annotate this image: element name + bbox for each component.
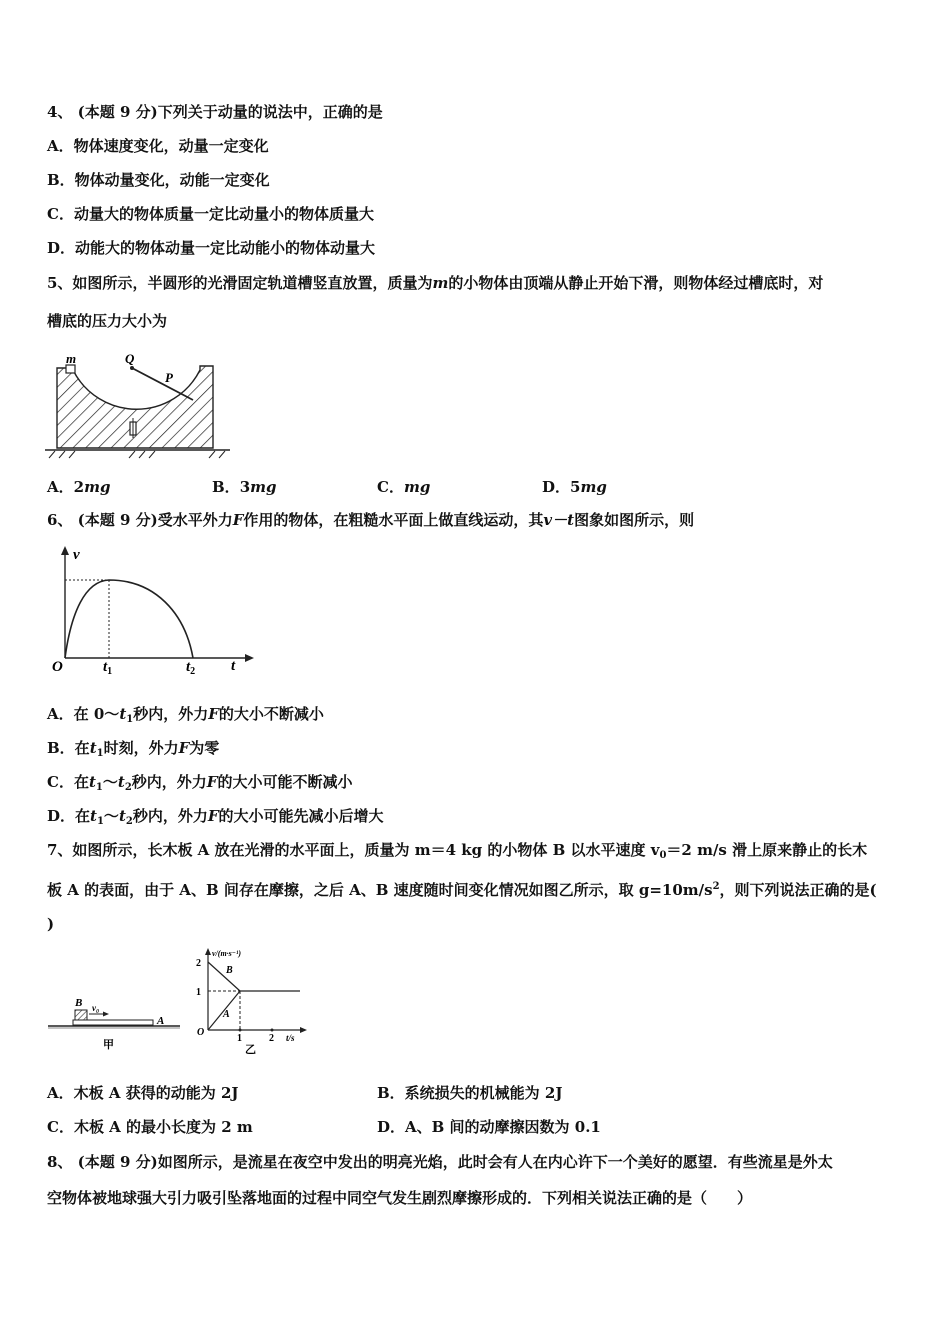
q7-stem-line1: 7、如图所示，长木板 A 放在光滑的水平面上，质量为 m＝4 kg 的小物体 B 以水平速度 $v_0=2$ m/s 滑上原来静止的长木 — [47, 841, 868, 861]
q8-stem-line1: 8、 (本题 9 分)如图所示，是流星在夜空中发出的明亮光焰，此时会有人在内心许下一个美好的愿望．有些流星是外太 — [47, 1153, 833, 1171]
yi-caption: 乙 — [245, 1044, 256, 1055]
vt-label-t2: $t_2$ — [186, 659, 196, 675]
q7-option-a: A．木板 A 获得的动能为 2J — [47, 1084, 239, 1102]
yi-label-a: A — [223, 1009, 230, 1020]
yi-label-b: B — [226, 965, 233, 976]
yi-label-origin: O — [197, 1027, 205, 1038]
yi-xlabel: t/s — [286, 1033, 295, 1043]
board-figure-jia — [45, 990, 185, 1052]
q7-stem-line2: 板 A 的表面，由于 A、B 间存在摩擦，之后 A、B 速度随时间变化情况如图乙所示，取 $g=10m/s^2$，则下列说法正确的是( — [47, 881, 877, 899]
vt-label-origin: O — [52, 659, 63, 675]
jia-caption: 甲 — [103, 1039, 114, 1051]
q6-option-d: D．在$t_1\sim t_2$秒内，外力F的大小可能先减小后增大 — [47, 807, 384, 827]
q6-option-c: C．在$t_1\sim t_2$秒内，外力F的大小可能不断减小 — [47, 773, 353, 793]
jia-label-a: A — [157, 1015, 165, 1027]
q5-option-b: B．3mg — [212, 478, 277, 496]
half-pipe-figure — [45, 348, 235, 463]
q5-stem-line1: 5、如图所示，半圆形的光滑固定轨道槽竖直放置，质量为m的小物体由顶端从静止开始下滑，则物体经过槽底时，对 — [47, 274, 824, 292]
vt-graph-yi — [190, 945, 315, 1055]
q4-option-b: B．物体动量变化，动能一定变化 — [47, 171, 270, 189]
yi-ylabel: v/(m·s⁻¹) — [212, 949, 242, 958]
q4-option-c: C．动量大的物体质量一定比动量小的物体质量大 — [47, 205, 374, 223]
q5-option-c: C．mg — [377, 478, 431, 496]
vt-label-t: t — [231, 658, 236, 674]
q5-label-p: P — [165, 370, 173, 385]
q4-option-a: A．物体速度变化，动量一定变化 — [47, 137, 269, 155]
yi-tick-y1: 1 — [196, 987, 201, 998]
jia-label-v0: v₀ — [92, 1003, 100, 1013]
q5-label-m: m — [66, 351, 77, 366]
jia-label-b: B — [75, 997, 83, 1009]
q6-option-a: A．在 $0\sim t_1$秒内，外力F的大小不断减小 — [47, 705, 324, 725]
q6-option-b: B．在$t_1$时刻，外力F为零 — [47, 739, 220, 759]
q7-option-b: B．系统损失的机械能为 2J — [377, 1084, 563, 1102]
q4-option-d: D．动能大的物体动量一定比动能小的物体动量大 — [47, 239, 376, 257]
q6-stem: 6、 (本题 9 分)受水平外力F作用的物体，在粗糙水平面上做直线运动，其v－t图象如图所示，则 — [47, 511, 695, 529]
q5-option-a: A．2mg — [47, 478, 111, 496]
yi-tick-y2: 2 — [196, 958, 201, 969]
q8-stem-line2: 空物体被地球强大引力吸引坠落地面的过程中同空气发生剧烈摩擦形成的．下列相关说法正确的是（ ） — [47, 1189, 753, 1207]
vt-label-t1: $t_1$ — [103, 659, 113, 675]
vt-label-v: v — [73, 547, 80, 563]
q5-option-d: D．5mg — [542, 478, 607, 496]
q5-stem-line2: 槽底的压力大小为 — [47, 312, 168, 330]
vt-graph — [45, 543, 255, 675]
q7-option-c: C．木板 A 的最小长度为 2 m — [47, 1118, 253, 1136]
yi-tick-x1: 1 — [237, 1033, 242, 1044]
yi-tick-x2: 2 — [269, 1033, 274, 1044]
q7-option-d: D．A、B 间的动摩擦因数为 0.1 — [377, 1118, 601, 1136]
q5-label-q: Q — [125, 351, 135, 366]
q7-stem-line3: ) — [47, 915, 55, 933]
q4-stem: 4、 (本题 9 分)下列关于动量的说法中，正确的是 — [47, 103, 383, 121]
